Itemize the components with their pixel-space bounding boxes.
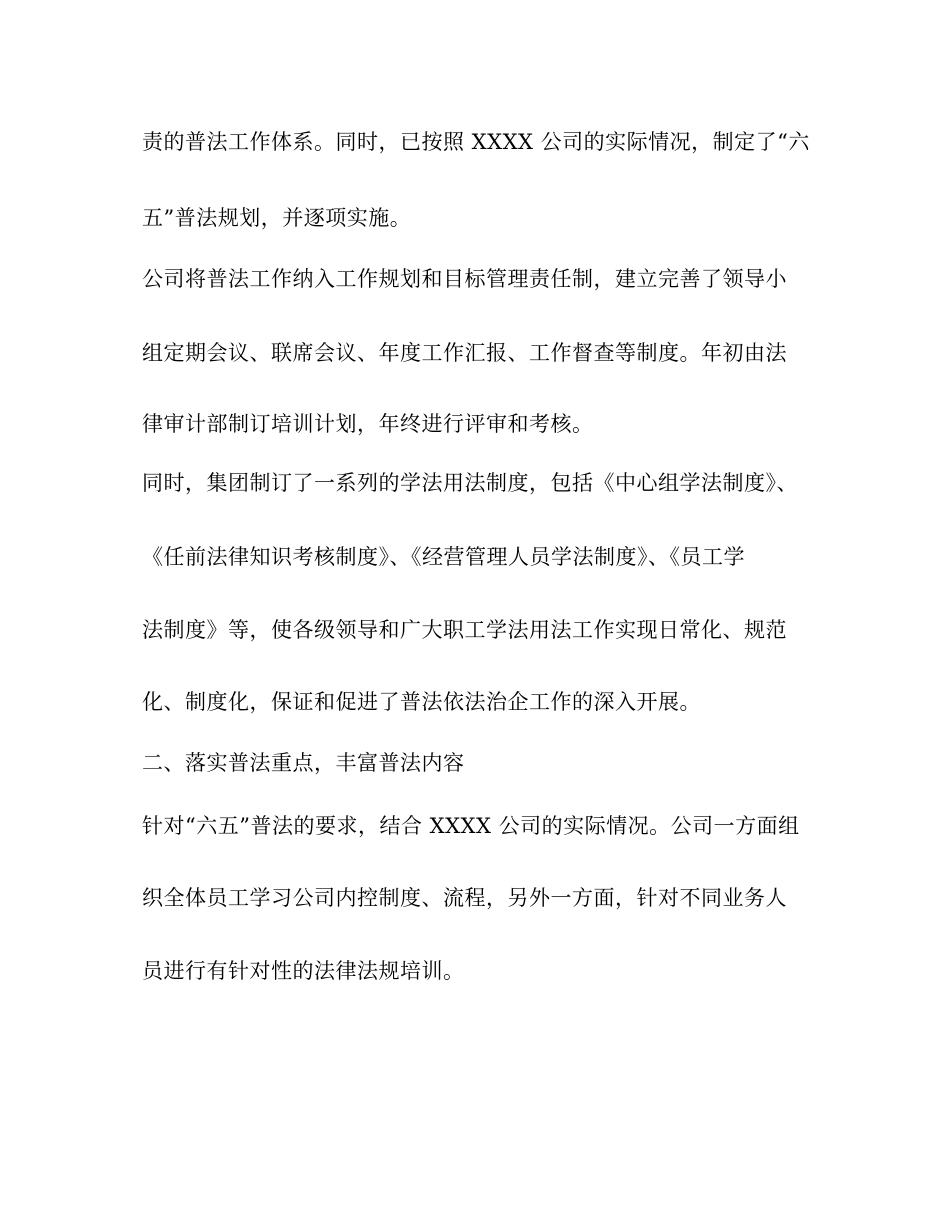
body-text-line: 责的普法工作体系。同时，已按照 XXXX 公司的实际情况，制定了“六 [142,130,810,154]
body-text-line: 同时，集团制订了一系列的学法用法制度，包括《中心组学法制度》、 [142,471,798,495]
body-text-line: 化、制度化，保证和促进了普法依法治企工作的深入开展。 [142,690,701,714]
body-text-line: 五”普法规划，并逐项实施。 [142,206,412,230]
body-text-line: 公司将普法工作纳入工作规划和目标管理责任制，建立完善了领导小 [142,267,787,291]
body-text-line: 律审计部制订培训计划，年终进行评审和考核。 [142,412,594,436]
body-text-line: 针对“六五”普法的要求，结合 XXXX 公司的实际情况。公司一方面组 [142,814,800,838]
body-text-line: 织全体员工学习公司内控制度、流程，另外一方面，针对不同业务人 [142,886,787,910]
body-text-line: 组定期会议、联席会议、年度工作汇报、工作督查等制度。年初由法 [142,341,787,365]
section-heading: 二、落实普法重点，丰富普法内容 [142,751,465,775]
body-text-line: 《任前法律知识考核制度》、《经营管理人员学法制度》、《员工学 [142,545,745,569]
body-text-line: 法制度》等，使各级领导和广大职工学法用法工作实现日常化、规范 [142,618,787,642]
body-text-line: 员进行有针对性的法律法规培训。 [142,959,465,983]
